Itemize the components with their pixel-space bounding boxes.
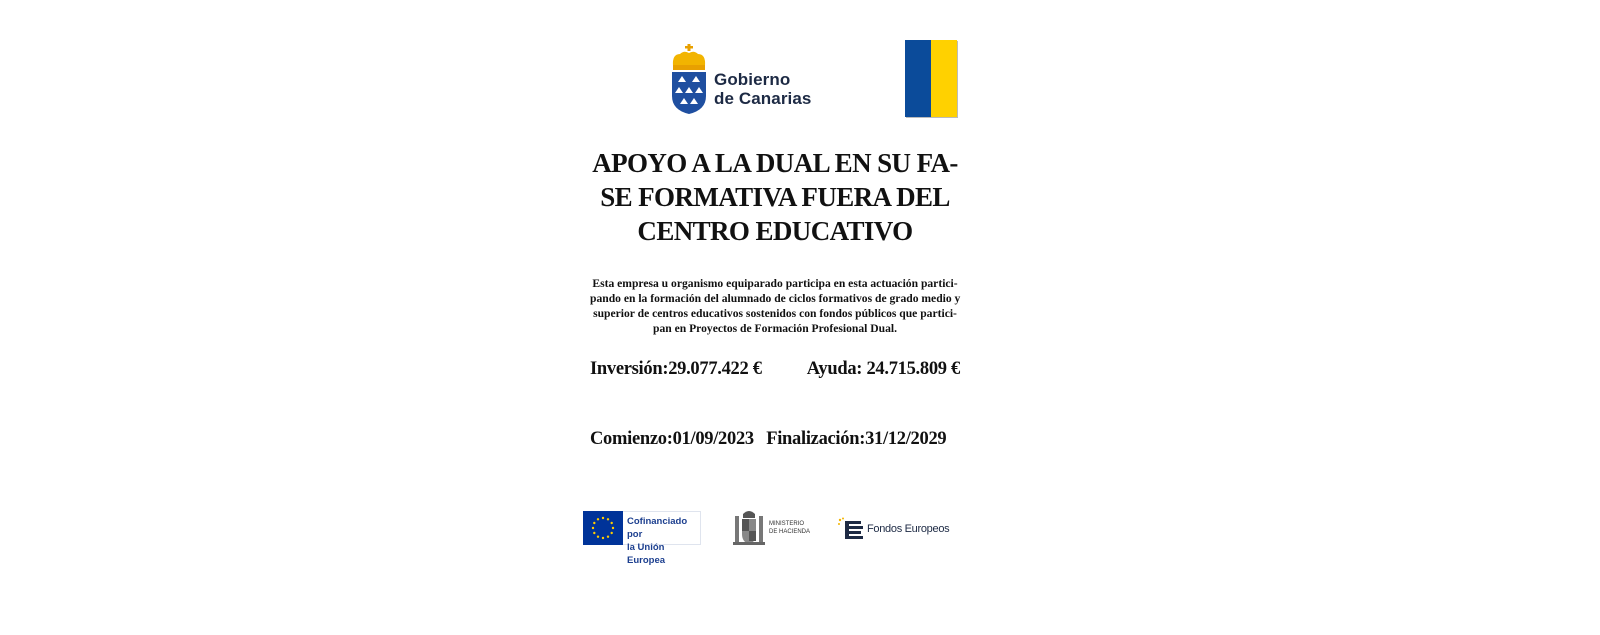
description xyxy=(590,276,960,336)
logo-text: Gobierno de Canarias xyxy=(714,70,812,108)
spain-crest-icon xyxy=(733,508,765,548)
page-title xyxy=(590,146,960,248)
canarias-flag xyxy=(905,40,957,117)
project-dates xyxy=(590,429,960,450)
eu-text: Cofinanciado por la Unión Europea xyxy=(623,511,701,545)
canarias-crest-icon xyxy=(670,44,708,114)
footer-logos xyxy=(590,508,960,566)
description-line: Esta empresa u organismo equiparado participa en esta actuación partici- xyxy=(592,277,958,290)
description-line: pando en la formación del alumnado de ciclos formativos de grado medio y xyxy=(590,292,961,305)
title-line: APOYO A LA DUAL EN SU FA- xyxy=(592,148,958,178)
aid-amount: Ayuda: 24.715.809 € xyxy=(806,359,960,379)
description-line: superior de centros educativos sostenidos con fondos públicos que partici- xyxy=(593,307,957,320)
title-line: CENTRO EDUCATIVO xyxy=(637,216,913,246)
poster xyxy=(590,0,960,635)
end-date: Finalización:31/12/2029 xyxy=(766,429,947,449)
flag-blue-stripe xyxy=(905,40,931,117)
title-line: SE FORMATIVA FUERA DEL xyxy=(600,182,950,212)
ministerio-text: MINISTERIO DE HACIENDA xyxy=(769,521,811,535)
eu-cofinanced-logo xyxy=(583,511,703,566)
gobierno-de-canarias-logo xyxy=(670,44,830,116)
investment-amount: Inversión:29.077.422 € xyxy=(590,359,762,379)
ministerio-hacienda-logo xyxy=(733,508,813,548)
fondos-europeos-text: Fondos Europeos xyxy=(867,523,950,535)
fondos-europeos-icon xyxy=(837,517,865,543)
flag-yellow-stripe xyxy=(931,40,957,117)
description-line: pan en Proyectos de Formación Profesional Dual. xyxy=(653,322,897,335)
eu-flag-icon xyxy=(583,511,623,545)
fondos-europeos-logo xyxy=(837,517,950,543)
start-date: Comienzo:01/09/2023 xyxy=(590,429,754,449)
